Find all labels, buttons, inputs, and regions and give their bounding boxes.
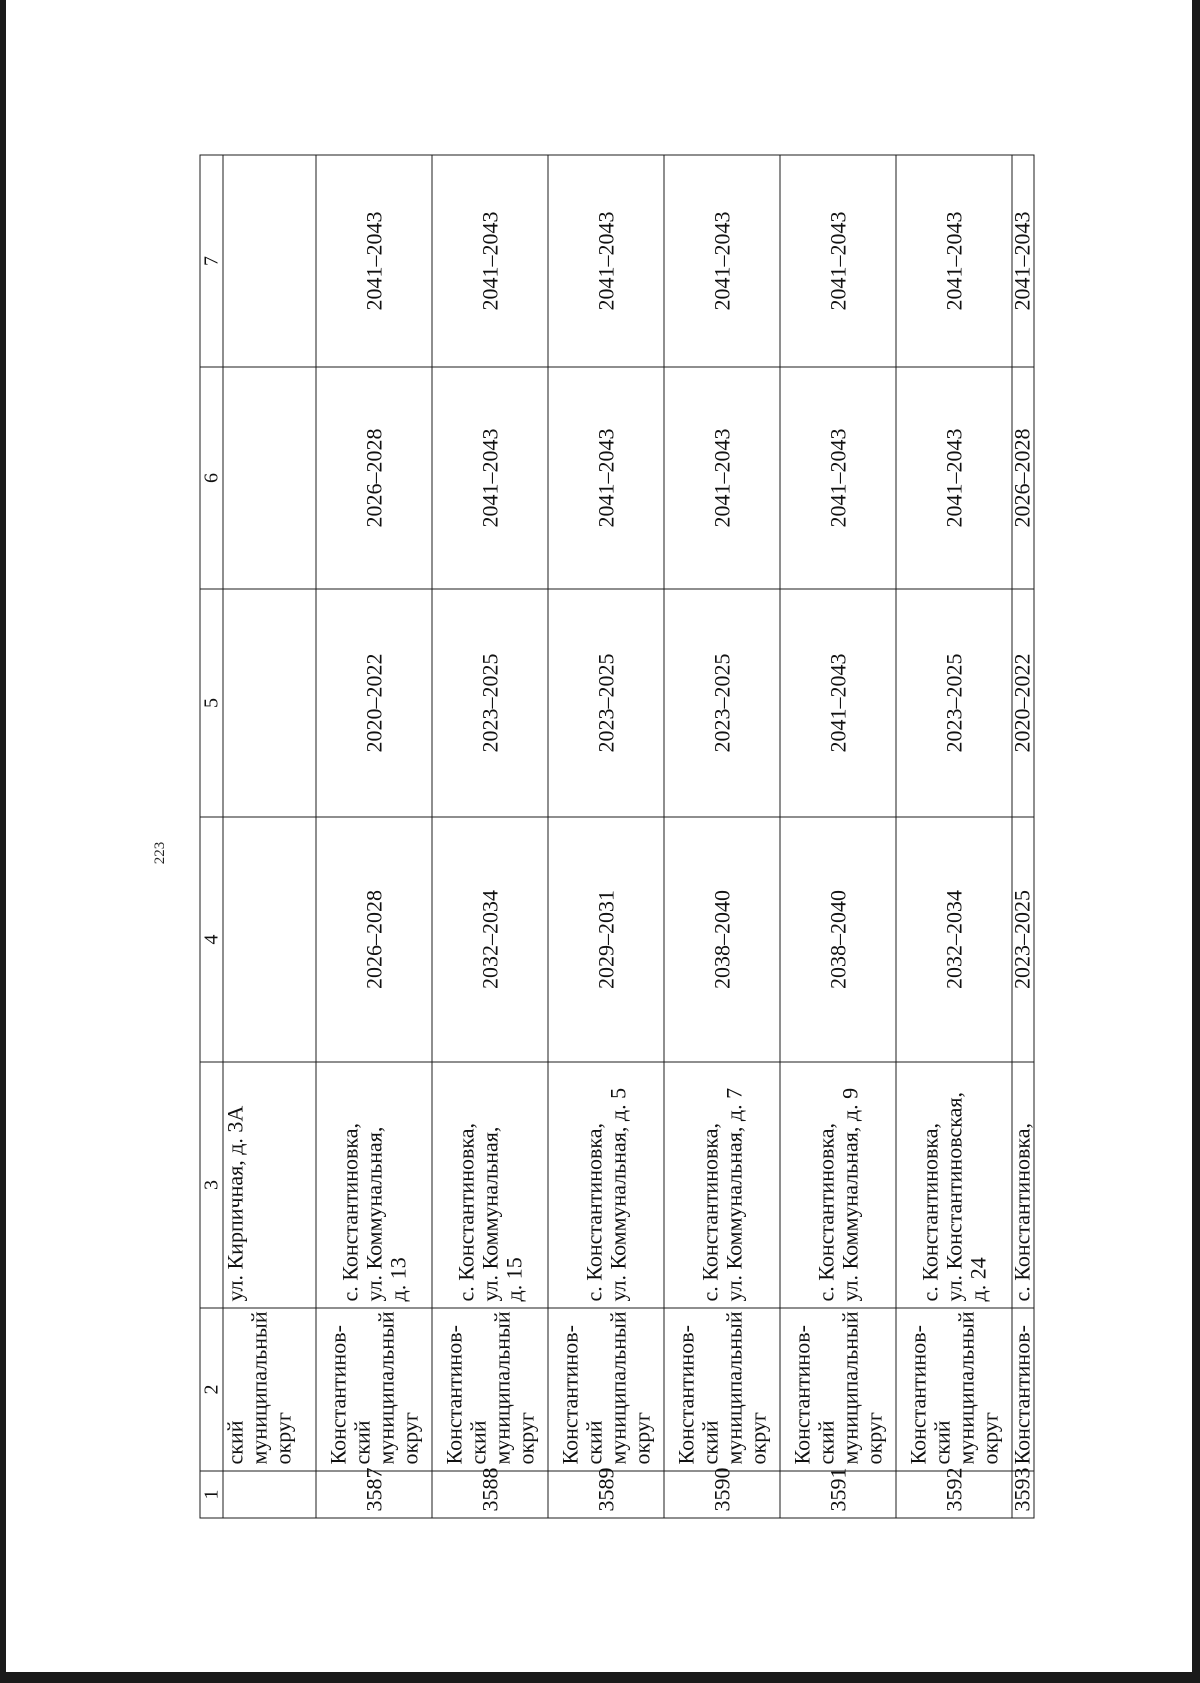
cell-col7 <box>223 155 316 367</box>
cell-address: с. Константиновка, ул. Коммунальная, д. 7 <box>664 1062 780 1308</box>
cell-col5 <box>223 589 316 817</box>
table-row <box>432 155 548 1518</box>
cell-address: с. Константиновка, ул. Коммунальная, д. 13 <box>316 1062 432 1308</box>
cell-col7: 2041–2043 <box>548 155 664 367</box>
column-header-1: 1 <box>200 1471 223 1518</box>
cell-address: с. Константиновка, ул. Коммунальная, д. 15 <box>432 1062 548 1308</box>
cell-col6: 2041–2043 <box>548 367 664 589</box>
cell-col7: 2041–2043 <box>664 155 780 367</box>
cell-col4: 2023–2025 <box>1012 817 1034 1062</box>
cell-col5: 2020–2022 <box>316 589 432 817</box>
table-body <box>223 155 1034 1518</box>
cell-address: с. Константиновка, <box>1012 1062 1034 1308</box>
page-number: 223 <box>152 841 168 865</box>
column-header-4: 4 <box>200 817 223 1062</box>
cell-col7: 2041–2043 <box>896 155 1012 367</box>
cell-col6 <box>223 367 316 589</box>
cell-col5: 2023–2025 <box>432 589 548 817</box>
cell-col4: 2038–2040 <box>780 817 896 1062</box>
table-row <box>896 155 1012 1518</box>
scan-border-bottom <box>0 1672 1200 1683</box>
cell-col6: 2041–2043 <box>432 367 548 589</box>
rotated-table-container <box>200 169 1087 1519</box>
scan-border-left <box>0 0 6 1683</box>
cell-address: с. Константиновка, ул. Коммунальная, д. 9 <box>780 1062 896 1308</box>
cell-number: 3589 <box>548 1471 664 1518</box>
cell-col7: 2041–2043 <box>316 155 432 367</box>
cell-col7: 2041–2043 <box>780 155 896 367</box>
cell-number <box>223 1471 316 1518</box>
cell-col5: 2041–2043 <box>780 589 896 817</box>
cell-col5: 2023–2025 <box>548 589 664 817</box>
cell-col6: 2041–2043 <box>896 367 1012 589</box>
table-row <box>664 155 780 1518</box>
cell-col5: 2023–2025 <box>664 589 780 817</box>
cell-address: с. Константиновка, ул. Константиновская, д. 24 <box>896 1062 1012 1308</box>
cell-number: 3592 <box>896 1471 1012 1518</box>
cell-number: 3587 <box>316 1471 432 1518</box>
cell-col6: 2026–2028 <box>316 367 432 589</box>
register-table <box>200 155 1035 1519</box>
cell-district: Константинов- ский муниципальный округ <box>896 1308 1012 1471</box>
scan-border-right <box>1192 0 1200 1683</box>
table-row <box>548 155 664 1518</box>
cell-address: с. Константиновка, ул. Коммунальная, д. 5 <box>548 1062 664 1308</box>
cell-col4: 2038–2040 <box>664 817 780 1062</box>
cell-district: Константинов- ский муниципальный округ <box>780 1308 896 1471</box>
column-header-7: 7 <box>200 155 223 367</box>
cell-col4: 2032–2034 <box>432 817 548 1062</box>
cell-number: 3593 <box>1012 1471 1034 1518</box>
cell-col6: 2026–2028 <box>1012 367 1034 589</box>
cell-col6: 2041–2043 <box>664 367 780 589</box>
cell-district: Константинов- ский муниципальный округ <box>432 1308 548 1471</box>
cell-col4: 2029–2031 <box>548 817 664 1062</box>
cell-col4 <box>223 817 316 1062</box>
cell-col7: 2041–2043 <box>1012 155 1034 367</box>
table-row <box>780 155 896 1518</box>
cell-address: ул. Кирпичная, д. 3А <box>223 1062 316 1308</box>
column-header-3: 3 <box>200 1062 223 1308</box>
cell-col4: 2032–2034 <box>896 817 1012 1062</box>
cell-district: Константинов- ский муниципальный округ <box>316 1308 432 1471</box>
cell-col5: 2023–2025 <box>896 589 1012 817</box>
table-row <box>316 155 432 1518</box>
column-header-2: 2 <box>200 1308 223 1471</box>
cell-district: ский муниципальный округ <box>223 1308 316 1471</box>
cell-district: Константинов- <box>1012 1308 1034 1471</box>
cell-number: 3590 <box>664 1471 780 1518</box>
header-row <box>200 155 223 1518</box>
column-header-5: 5 <box>200 589 223 817</box>
table-header <box>200 155 223 1518</box>
table-row <box>1012 155 1034 1518</box>
cell-district: Константинов- ский муниципальный округ <box>664 1308 780 1471</box>
table-row-continued <box>223 155 316 1518</box>
cell-col5: 2020–2022 <box>1012 589 1034 817</box>
cell-number: 3591 <box>780 1471 896 1518</box>
cell-district: Константинов- ский муниципальный округ <box>548 1308 664 1471</box>
cell-col6: 2041–2043 <box>780 367 896 589</box>
cell-col4: 2026–2028 <box>316 817 432 1062</box>
cell-col7: 2041–2043 <box>432 155 548 367</box>
column-header-6: 6 <box>200 367 223 589</box>
cell-number: 3588 <box>432 1471 548 1518</box>
